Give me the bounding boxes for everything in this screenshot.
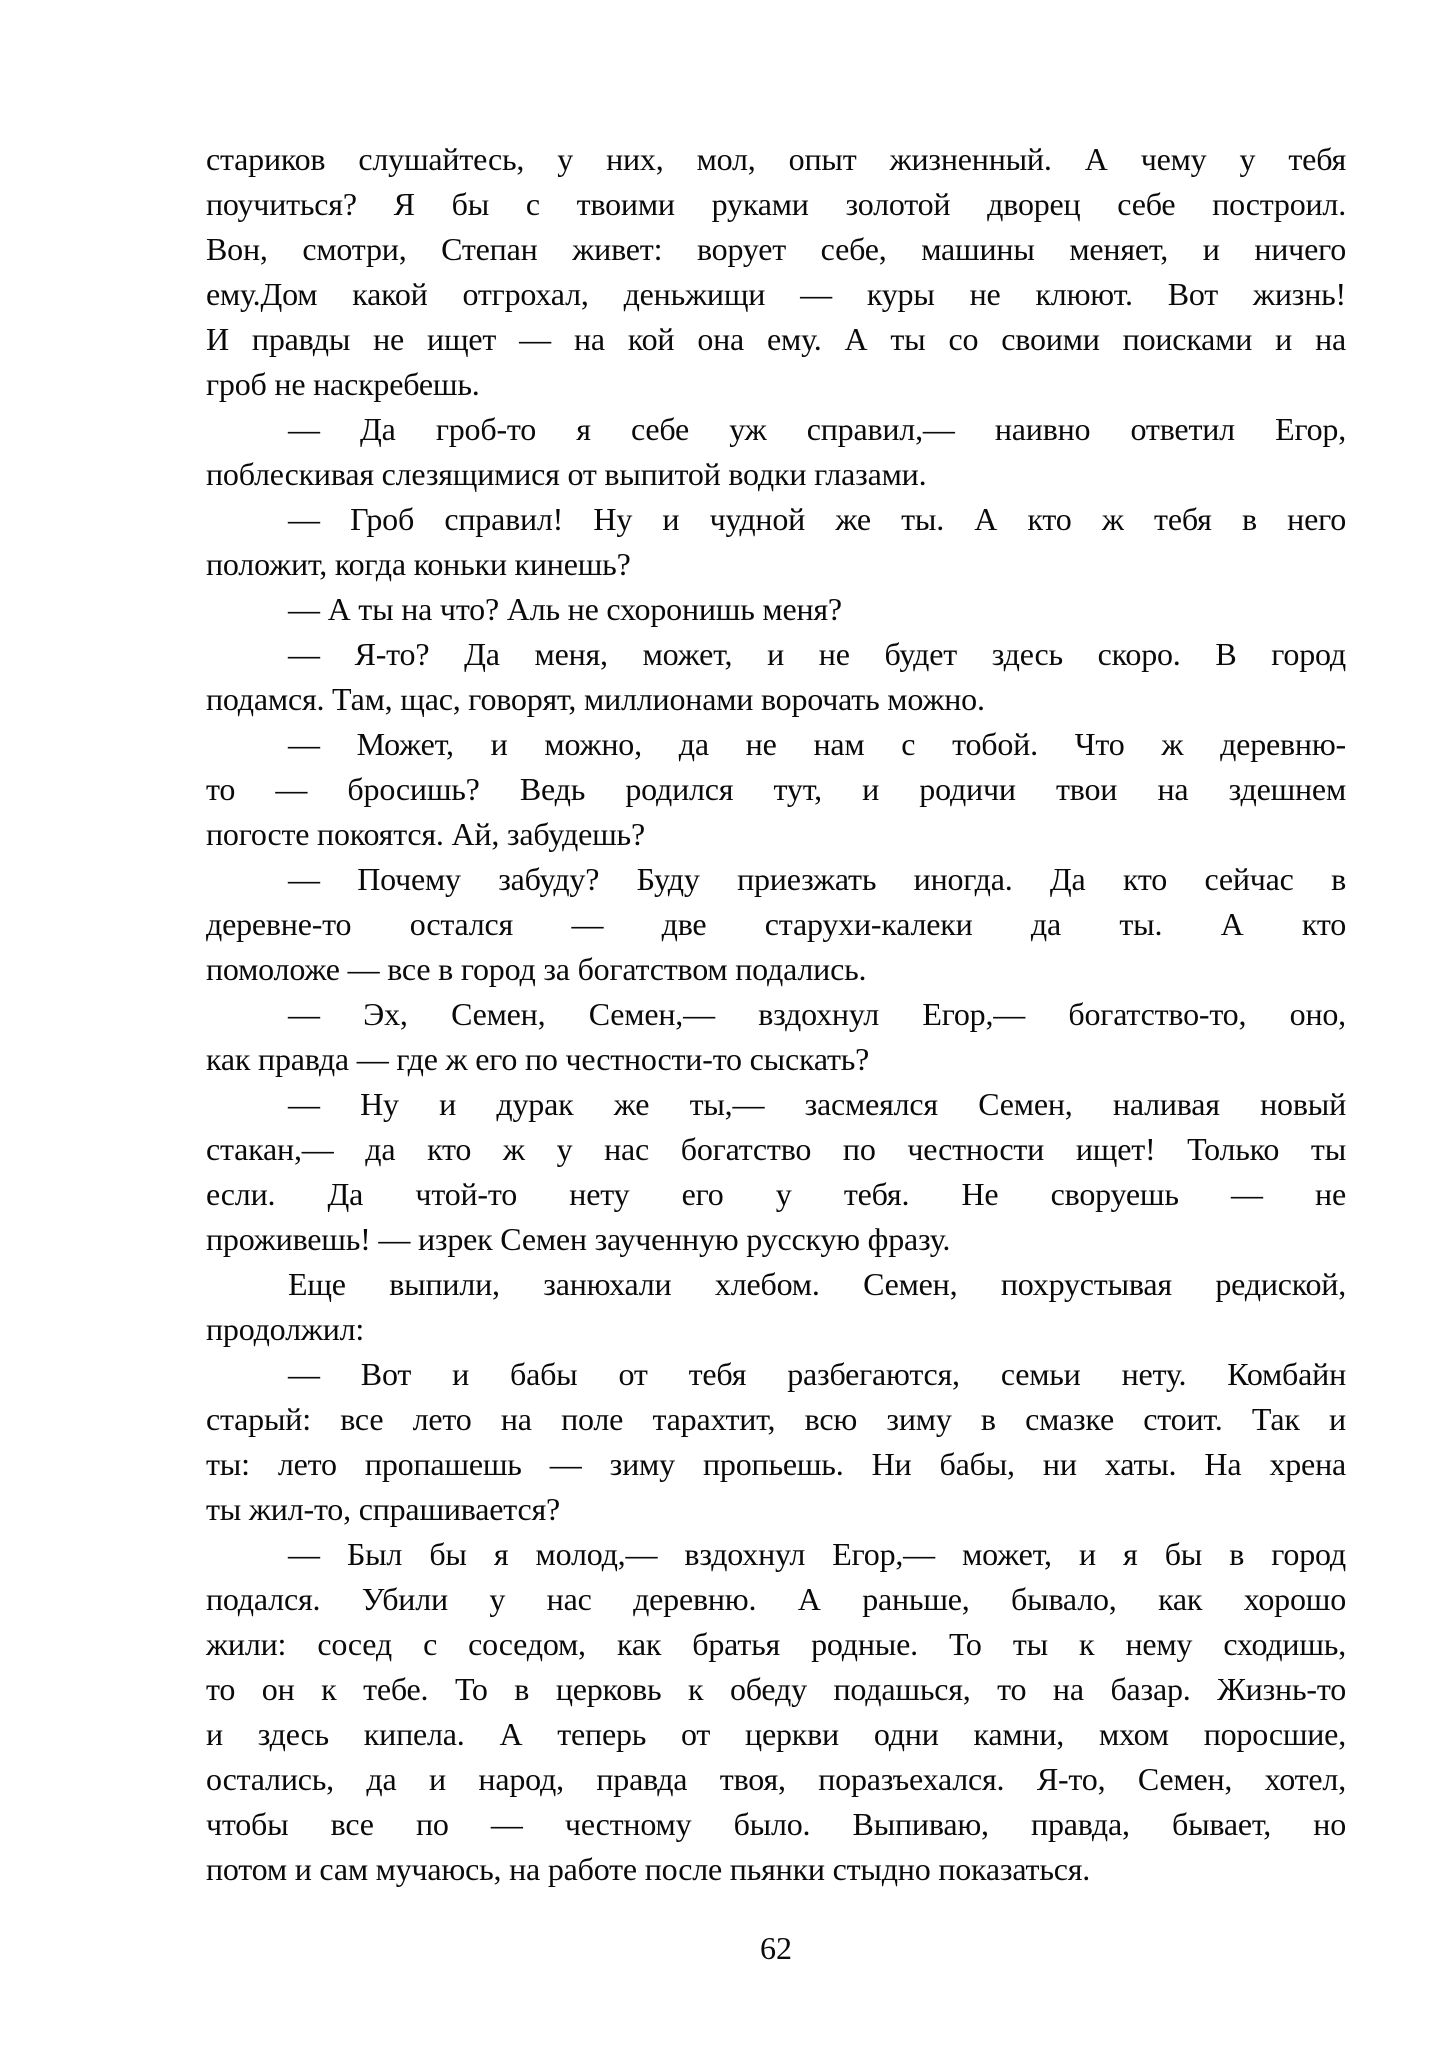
- text-line: если. Да чтой-то нету его у тебя. Не своруешь — не: [206, 1176, 1346, 1212]
- paragraph: [206, 1262, 1346, 1352]
- text-line: Еще выпили, занюхали хлебом. Семен, похрустывая редиской,: [288, 1266, 1346, 1302]
- paragraph: [206, 1352, 1346, 1532]
- text-line: деревне-то остался — две старухи-калеки да ты. А кто: [206, 906, 1346, 942]
- text-line: продолжил:: [206, 1311, 365, 1347]
- text-line: стариков слушайтесь, у них, мол, опыт жизненный. А чему у тебя: [206, 141, 1346, 177]
- text-line: — Почему забуду? Буду приезжать иногда. Да кто сейчас в: [288, 861, 1346, 897]
- text-line: помоложе — все в город за богатством подались.: [206, 951, 867, 987]
- text-line: положит, когда коньки кинешь?: [206, 546, 631, 582]
- text-line: то он к тебе. То в церковь к обеду подашься, то на базар. Жизнь-то: [206, 1671, 1346, 1707]
- paragraph: [206, 407, 1346, 497]
- text-line: погосте покоятся. Ай, забудешь?: [206, 816, 645, 852]
- text-line: ему.Дом какой отгрохал, деньжищи — куры не клюют. Вот жизнь!: [206, 276, 1346, 312]
- text-line: то — бросишь? Ведь родился тут, и родичи твои на здешнем: [206, 771, 1346, 807]
- paragraph: [206, 722, 1346, 857]
- paragraph: [206, 497, 1346, 587]
- paragraph: [206, 1082, 1346, 1262]
- text-line: — Да гроб-то я себе уж справил,— наивно ответил Егор,: [288, 411, 1346, 447]
- text-line: чтобы все по — честному было. Выпиваю, правда, бывает, но: [206, 1806, 1346, 1842]
- text-line: подамся. Там, щас, говорят, миллионами ворочать можно.: [206, 681, 985, 717]
- text-line: гроб не наскребешь.: [206, 366, 480, 402]
- text-block: [206, 137, 1346, 1892]
- paragraph: [206, 992, 1346, 1082]
- paragraph: [206, 632, 1346, 722]
- paragraph: [206, 137, 1346, 407]
- text-line: и здесь кипела. А теперь от церкви одни камни, мхом поросшие,: [206, 1716, 1346, 1752]
- text-line: остались, да и народ, правда твоя, поразъехался. Я-то, Семен, хотел,: [206, 1761, 1346, 1797]
- text-line: потом и сам мучаюсь, на работе после пьянки стыдно показаться.: [206, 1851, 1091, 1887]
- text-line: старый: все лето на поле тарахтит, всю зиму в смазке стоит. Так и: [206, 1401, 1346, 1437]
- text-line: — А ты на что? Аль не схоронишь меня?: [288, 591, 842, 627]
- text-line: — Гроб справил! Ну и чудной же ты. А кто ж тебя в него: [288, 501, 1346, 537]
- paragraph: [206, 587, 1346, 632]
- text-line: поблескивая слезящимися от выпитой водки глазами.: [206, 456, 927, 492]
- text-line: ты: лето пропашешь — зиму пропьешь. Ни бабы, ни хаты. На хрена: [206, 1446, 1346, 1482]
- text-line: — Может, и можно, да не нам с тобой. Что ж деревню-: [288, 726, 1346, 762]
- text-line: подался. Убили у нас деревню. А раньше, бывало, как хорошо: [206, 1581, 1346, 1617]
- text-line: стакан,— да кто ж у нас богатство по честности ищет! Только ты: [206, 1131, 1346, 1167]
- page-number: 62: [760, 1930, 792, 1966]
- text-line: — Ну и дурак же ты,— засмеялся Семен, наливая новый: [288, 1086, 1346, 1122]
- text-line: — Вот и бабы от тебя разбегаются, семьи нету. Комбайн: [288, 1356, 1346, 1392]
- text-line: И правды не ищет — на кой она ему. А ты со своими поисками и на: [206, 321, 1346, 357]
- text-line: Вон, смотри, Степан живет: ворует себе, машины меняет, и ничего: [206, 231, 1346, 267]
- text-line: — Был бы я молод,— вздохнул Егор,— может, и я бы в город: [288, 1536, 1346, 1572]
- text-line: как правда — где ж его по честности-то сыскать?: [206, 1041, 870, 1077]
- text-line: жили: сосед с соседом, как братья родные. То ты к нему сходишь,: [206, 1626, 1346, 1662]
- paragraph: [206, 1532, 1346, 1892]
- text-line: ты жил-то, спрашивается?: [206, 1491, 560, 1527]
- text-line: — Я-то? Да меня, может, и не будет здесь скоро. В город: [288, 636, 1346, 672]
- text-line: — Эх, Семен, Семен,— вздохнул Егор,— богатство-то, оно,: [288, 996, 1346, 1032]
- text-line: поучиться? Я бы с твоими руками золотой дворец себе построил.: [206, 186, 1346, 222]
- text-line: проживешь! — изрек Семен заученную русскую фразу.: [206, 1221, 951, 1257]
- paragraph: [206, 857, 1346, 992]
